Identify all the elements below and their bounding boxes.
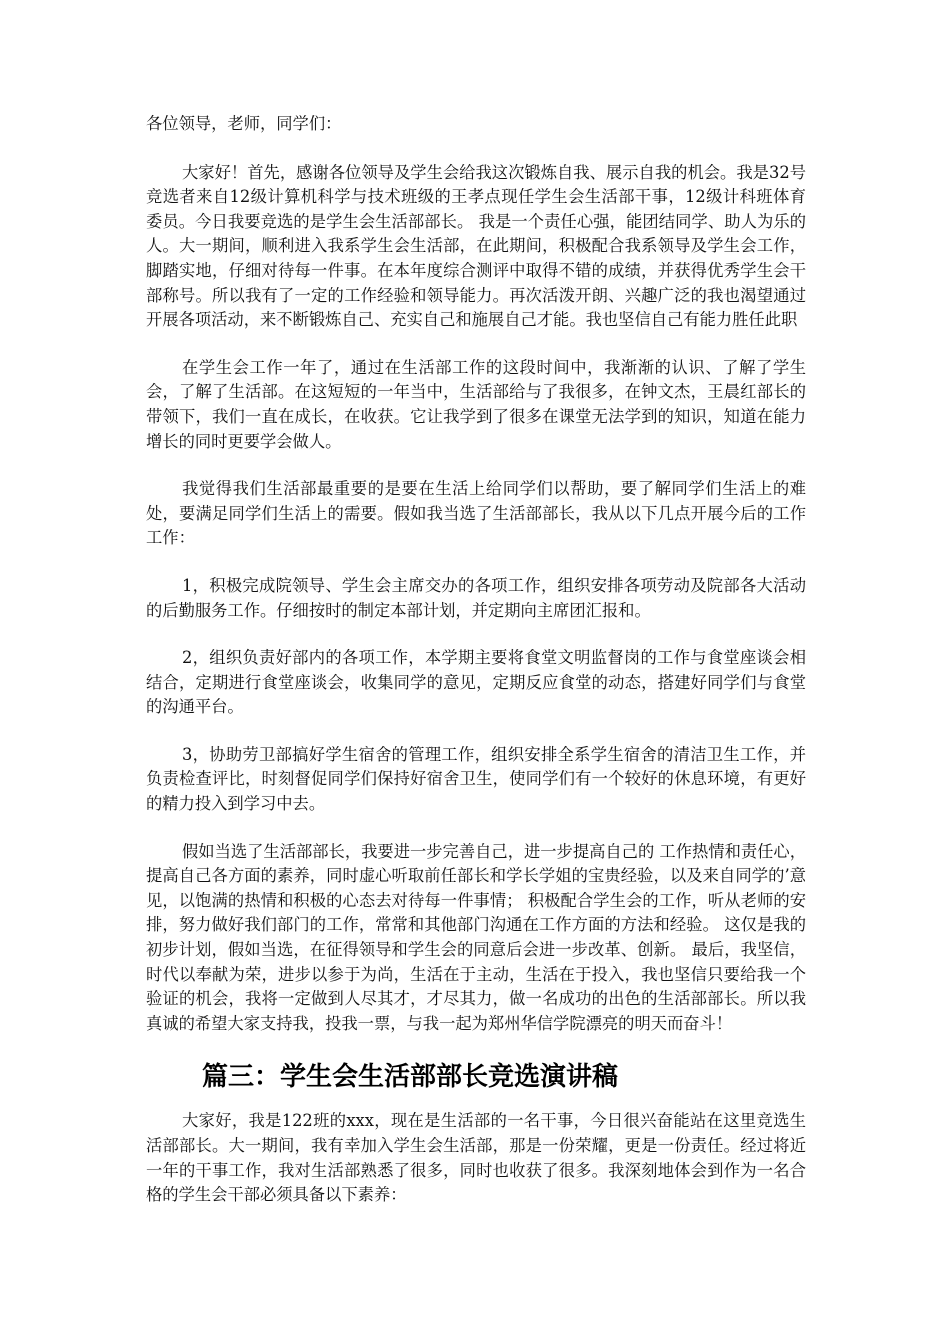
document-page <box>146 112 806 1231</box>
paragraph-plan-item-2: 2，组织负责好部内的各项工作，本学期主要将食堂文明监督岗的工作与食堂座谈会相结合，定期进行食堂座谈会，收集同学的意见，定期反应食堂的动态，搭建好同学们与食堂的沟通平台。 <box>146 648 806 717</box>
section-paragraph-1: 大家好，我是122班的xxx，现在是生活部的一名干事，今日很兴奋能站在这里竞选生活部部长。大一期间，我有幸加入学生会生活部，那是一份荣耀，更是一份责任。经过将近一年的干事工作，我对生活部熟悉了很多，同时也收获了很多。我深刻地体会到作为一名合格的学生会干部必须具备以下素养： <box>146 1111 806 1205</box>
paragraph-experience: 在学生会工作一年了，通过在生活部工作的这段时间中，我渐渐的认识、了解了学生会，了解了生活部。在这短短的一年当中，生活部给与了我很多，在钟文杰，王晨红部长的带领下，我们一直在成长，在收获。它让我学到了很多在课堂无法学到的知识，知道在能力增长的同时更要学会做人。 <box>146 357 806 451</box>
paragraph-closing: 假如当选了生活部部长，我要进一步完善自己，进一步提高自己的 工作热情和责任心，提高自己各方面的素养，同时虚心听取前任部长和学长学姐的宝贵经验，以及来自同学的’意见，以饱满的热情和积极的心态去对待每一件事情； 积极配合学生会的工作，听从老师的安 排，努力做好我们部门的工作，常常和其他部门沟通在工作方面的方法和经验。 这仅是我的初步计划，假如当选，在征得领导和学生会的同意后会进一步改革、创新。 最后，我坚信，时代以奉献为荣，进步以参于为尚，生活在于主动，生活在于投入，我也坚信只要给我一个验证的机会，我将一定做到人尽其才，才尽其力，做一名成功的出色的生活部部长。所以我真诚的希望大家支持我，投我一票，与我一起为郑州华信学院漂亮的明天而奋斗！ <box>146 841 806 1033</box>
paragraph-plan-item-3: 3，协助劳卫部搞好学生宿舍的管理工作，组织安排全系学生宿舍的清洁卫生工作，并负责检查评比，时刻督促同学们保持好宿舍卫生，使同学们有一个较好的休息环境，有更好的精力投入到学习中去。 <box>146 744 806 814</box>
paragraph-plan-intro: 我觉得我们生活部最重要的是要在生活上给同学们以帮助，要了解同学们生活上的难处，要满足同学们生活上的需要。假如我当选了生活部部长，我从以下几点开展今后的工作工作： <box>146 479 806 548</box>
salutation: 各位领导，老师，同学们： <box>146 114 342 133</box>
section-heading: 篇三：学生会生活部部长竞选演讲稿 <box>202 1062 619 1093</box>
paragraph-intro: 大家好！首先，感谢各位领导及学生会给我这次锻炼自我、展示自我的机会。我是32号竞选者来自12级计算机科学与技术班级的王孝点现任学生会生活部干事，12级计科班体育委员。今日我要竞选的是学生会生活部部长。 我是一个责任心强，能团结同学、助人为乐的人。大一期间，顺利进入我系学生会生活部，在此期间，积极配合我系领导及学生会工作，脚踏实地，仔细对待每一件事。在本年度综合测评中取得不错的成绩，并获得优秀学生会干部称号。所以我有了一定的工作经验和领导能力。再次活泼开朗、兴趣广泛的我也渴望通过开展各项活动，来不断锻炼自己、充实自己和施展自己才能。我也坚信自己有能力胜任此职 <box>146 162 806 330</box>
paragraph-plan-item-1: 1，积极完成院领导、学生会主席交办的各项工作，组织安排各项劳动及院部各大活动的后勤服务工作。仔细按时的制定本部计划，并定期向主席团汇报和。 <box>146 575 806 620</box>
